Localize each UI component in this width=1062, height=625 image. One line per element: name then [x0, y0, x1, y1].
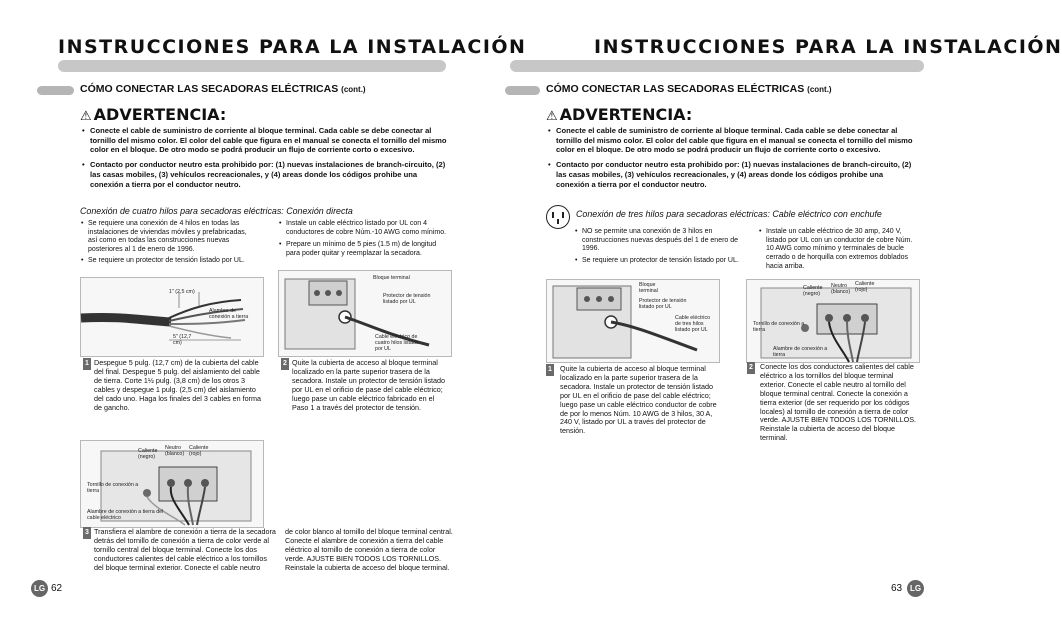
step-text-continued: de color blanco al tornillo del bloque terminal central. Conecte el alambre de conexión a tierra del cable eléctrico al tornillo de conexión a tierra de color verde. AJUSTE BIEN TODOS LOS TORNILLOS. Reinstale la cubierta de acceso del bloque terminal.: [285, 527, 453, 572]
label-cable: Cable eléctrico de cuatro hilos listado por UL: [375, 334, 419, 353]
lg-logo-icon: LG: [31, 580, 48, 597]
label-ground-wire: Alambre de conexión a tierra: [773, 346, 828, 359]
page-number: 62: [51, 583, 63, 594]
warning-list: [80, 126, 450, 189]
notes-right: [758, 228, 918, 272]
three-wire-terminal-figure: [746, 279, 920, 363]
label-one-inch: 1" (2,5 cm): [169, 289, 195, 295]
label-ground-screw: Tornillo de conexión a tierra: [753, 321, 805, 334]
notes-left: [80, 220, 258, 266]
note-item: • Instale un cable eléctrico de 30 amp, 240 V, listado por UL con un conductor de cobre Núm. 10 AWG como mínimo y terminales de bucle cerrado o de horquilla con extremos doblados hacia arriba.: [758, 228, 918, 272]
label-five-inch: 5" (12,7 cm): [173, 334, 192, 347]
step-number: 1: [546, 364, 554, 376]
step-number: 3: [83, 527, 91, 539]
label-hot-red: Caliente (rojo): [189, 445, 209, 458]
warning-bullet: • Conecte el cable de suministro de corriente al bloque terminal. Cada cable se debe conectar al tornillo del mismo color. El color del cable que figura en el manual se conecta el tornillo del mismo color en el bloque. De otro modo se podrá producir un flujo de corriente corto o excesivo.: [546, 126, 918, 155]
label-strain-relief: Protector de tensión listado por UL: [383, 293, 431, 306]
three-wire-strain-relief-figure: [546, 279, 720, 363]
title-bar: [58, 60, 446, 72]
label-terminal-block: Bloque terminal: [373, 275, 410, 281]
subheading: Conexión de tres hilos para secadoras eléctricas: Cable eléctrico con enchufe: [576, 209, 882, 219]
step-text: Quite la cubierta de acceso al bloque terminal localizado en la parte superior trasera de la secadora. Instale un protector de tensión listado por UL en el orificio de pase del cable eléctrico; luego pase un cable eléctrico conductor de cobre de por lo menos Núm. 10 AWG de 3 hilos, 30 A, 240 V, listado por UL a través del protector de tensión.: [560, 364, 717, 436]
notes-right: [278, 220, 448, 259]
section-title: CÓMO CONECTAR LAS SECADORAS ELÉCTRICAS (cont.): [80, 83, 366, 95]
cable-strip-figure: [80, 277, 264, 357]
label-hot-black: Caliente (negro): [138, 448, 158, 461]
section-title: CÓMO CONECTAR LAS SECADORAS ELÉCTRICAS (cont.): [546, 83, 832, 95]
lg-logo-icon: LG: [907, 580, 924, 597]
warning-heading: ⚠ ADVERTENCIA:: [546, 105, 693, 124]
page-title: INSTRUCCIONES PARA LA INSTALACIÓN: [594, 36, 1062, 58]
note-item: • Instale un cable eléctrico listado por UL con 4 conductores de cobre Núm.-10 AWG como mínimo.: [278, 220, 448, 237]
note-item: • Se requiere una conexión de 4 hilos en todas las instalaciones de viviendas móviles y prefabricadas, así como en todas las construcciones nuevas posteriores al 1 de enero de 1996.: [80, 220, 258, 255]
warning-heading: ⚠ ADVERTENCIA:: [80, 105, 227, 124]
plug-outlet-icon: [546, 205, 570, 229]
label-hot-black: Caliente (negro): [803, 285, 823, 298]
note-item: • NO se permite una conexión de 3 hilos en construcciones nuevas después del 1 de enero de 1996.: [574, 228, 744, 254]
step-number: 2: [747, 362, 755, 374]
step-text: Quite la cubierta de acceso al bloque terminal localizado en la parte superior trasera de la secadora. Instale un protector de tensión listado por UL en el orificio de pase del cable eléctrico; luego pase un cable eléctrico fabricado en el Paso 1 a través del protector de tensión.: [292, 358, 446, 412]
title-bar: [510, 60, 924, 72]
warning-triangle-icon: ⚠: [546, 109, 558, 124]
step-text: Conecte los dos conductores calientes del cable eléctrico a los tornillos del bloque terminal exterior. Conecte el cable neutro al tornillo del bloque terminal central. Conecte la conexión a tierra exterior (de ser requerido por los códigos locales) al tornillo de conexión a tierra de color verde. AJUSTE BIEN TODOS LOS TORNILLOS. Reinstale la cubierta de acceso del bloque terminal.: [760, 362, 917, 443]
label-neutral-white: Neutro (blanco): [831, 283, 851, 296]
warning-list: [546, 126, 918, 189]
warning-triangle-icon: ⚠: [80, 109, 92, 124]
label-strain-relief: Protector de tensión listado por UL: [639, 298, 687, 311]
label-hot-red: Caliente (rojo): [855, 281, 875, 294]
label-ground-wire: Alambre de conexión a tierra: [209, 308, 249, 321]
page-title: INSTRUCCIONES PARA LA INSTALACIÓN: [58, 36, 527, 58]
note-item: • Prepare un mínimo de 5 pies (1.5 m) de longitud para poder quitar y reemplazar la secadora.: [278, 241, 448, 258]
page-number: 63: [891, 583, 903, 594]
step-text: Transfiera el alambre de conexión a tierra de la secadora detrás del tornillo de conexión a tierra de color verde al tornillo central del bloque terminal. Conecte los dos conductores calientes del cable eléctrico a los tornillos del bloque terminal exterior. Conecte el cable neutro: [94, 527, 276, 572]
warning-bullet: • Contacto por conductor neutro esta prohibido por: (1) nuevas instalaciones de branch-circuito, (2) las casas mobiles, (3) vehículos recreacionales, y (4) areas donde los códigos prohibe una conexión a tierra por el conductor neutro.: [80, 160, 450, 189]
warning-bullet: • Contacto por conductor neutro esta prohibido por: (1) nuevas instalaciones de branch-circuito, (2) las casas mobiles, (3) vehículos recreacionales, y (4) areas donde los códigos prohibe una conexión a tierra por el conductor neutro.: [546, 160, 918, 189]
label-ground-screw: Tornillo de conexión a tierra: [87, 482, 139, 495]
notes-left: [574, 228, 744, 266]
section-pill: [505, 86, 540, 95]
step-text: Despegue 5 pulg. (12,7 cm) de la cubierta del cable del final. Despegue 5 pulg. del aislamiento del cable de tierra. Corte 1½ pulg. (3,8 cm) de los otros 3 cables y despegue 1 pulg. (2,5 cm) del aislamiento del cado uno. Haga los finales del 3 cables en forma de gancho.: [94, 358, 262, 412]
section-pill: [37, 86, 74, 95]
step-number: 1: [83, 358, 91, 370]
label-ground-wire: Alambre de conexión a tierra del cable eléctrico: [87, 509, 164, 522]
note-item: • Se requiere un protector de tensión listado por UL.: [80, 257, 258, 266]
label-cable: Cable eléctrico de tres hilos listado por UL: [675, 315, 711, 334]
warning-bullet: • Conecte el cable de suministro de corriente al bloque terminal. Cada cable se debe conectar al tornillo del mismo color. El color del cable que figura en el manual se conecta el tornillo del mismo color en el bloque. De otro modo se podrá producir un flujo de corriente corto o excesivo.: [80, 126, 450, 155]
note-item: • Se requiere un protector de tensión listado por UL.: [574, 257, 744, 266]
terminal-block-figure: [278, 270, 452, 357]
outlet-icon: [547, 206, 569, 228]
step-number: 2: [281, 358, 289, 370]
four-wire-terminal-figure: [80, 440, 264, 528]
label-terminal-block: Bloque terminal: [639, 282, 658, 295]
label-neutral-white: Neutro (blanco): [165, 445, 185, 458]
subheading: Conexión de cuatro hilos para secadoras eléctricas: Conexión directa: [80, 206, 353, 216]
dryer-back-illustration: [279, 271, 451, 356]
